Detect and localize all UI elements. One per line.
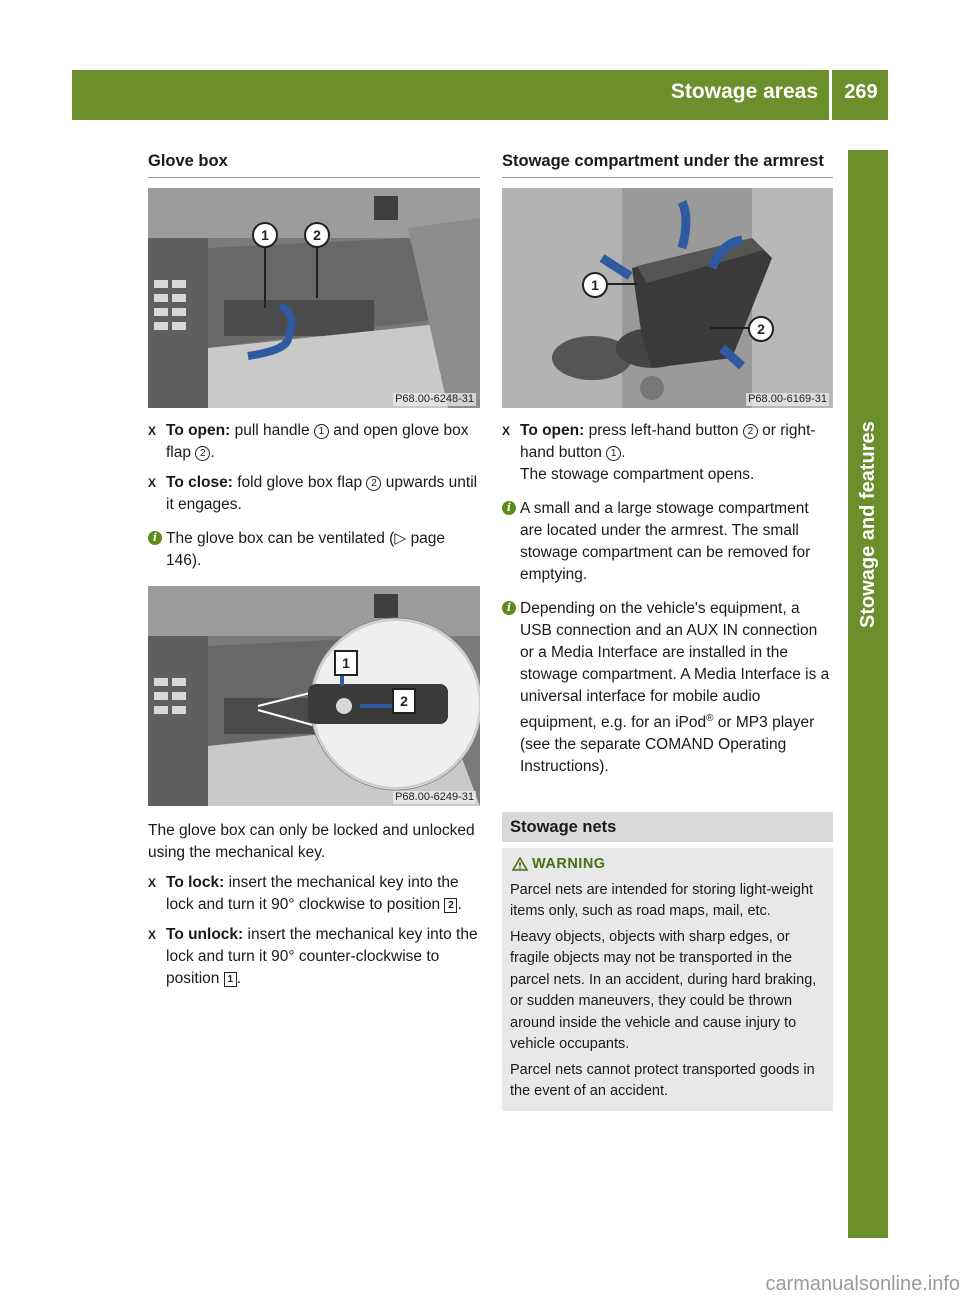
position-ref-2: 2 (444, 898, 457, 913)
info-icon: i (502, 501, 516, 515)
step-text: insert the mechanical key into the lock and turn it 90° counter-clockwise to position (166, 926, 478, 987)
info-media-interface (502, 598, 833, 778)
step-text: . (210, 444, 215, 461)
step-arrow-icon: X (148, 928, 157, 942)
info-compartments (502, 498, 833, 586)
warning-icon (512, 857, 528, 871)
info-text-part: or MP3 player (see the separate COMAND Operating Instructions). (520, 714, 815, 776)
step-label: To unlock: (166, 926, 244, 943)
step-label: To open: (166, 422, 231, 439)
armrest-figure (502, 188, 833, 408)
step-arrow-icon: X (148, 424, 157, 438)
armrest-illustration (502, 188, 833, 408)
step-unlock (148, 924, 480, 990)
step-open-glove-box (148, 420, 480, 464)
armrest-heading: Stowage compartment under the armrest (502, 150, 833, 178)
warning-paragraph: Heavy objects, objects with sharp edges, or fragile objects may not be transported in the parcel nets. In an accident, during hard braking, or sudden maneuvers, they could be thrown around inside the vehicle and cause injury to vehicle occupants. (510, 928, 817, 1053)
figure-code: P68.00-6249-31 (395, 791, 474, 803)
figure-code: P68.00-6248-31 (395, 393, 474, 405)
registered-mark: ® (706, 713, 714, 724)
step-text: pull handle (234, 422, 310, 439)
step-text: insert the mechanical key into the lock and turn it 90° clockwise to position (166, 874, 459, 913)
step-lock (148, 872, 480, 916)
step-text: and open glove box flap (166, 422, 469, 461)
ref-2: 2 (366, 476, 381, 491)
glove-box-illustration-1 (148, 188, 480, 408)
warning-paragraph: Parcel nets are intended for storing light-weight items only, such as road maps, mail, etc. (510, 881, 814, 920)
page-number: 269 (844, 81, 878, 103)
watermark: carmanualsonline.info (765, 1273, 960, 1295)
step-close-glove-box (148, 472, 480, 516)
step-text: . (236, 970, 242, 987)
ref-1: 1 (606, 446, 621, 461)
stowage-nets-heading: Stowage nets (502, 812, 833, 842)
header-section-title: Stowage areas (670, 80, 818, 103)
warning-title (510, 854, 827, 876)
warning-box (502, 848, 833, 1111)
step-arrow-icon: X (148, 876, 157, 890)
right-column (502, 150, 833, 1111)
side-tab-label: Stowage and features (857, 421, 879, 629)
position-2-label: 2 (392, 688, 416, 714)
step-label: To open: (520, 422, 585, 439)
step-text: or right-hand button (520, 422, 816, 461)
glove-box-figure-2 (148, 586, 480, 806)
position-1-label: 1 (334, 650, 358, 676)
callout-2: 2 (748, 316, 774, 342)
step-arrow-icon: X (148, 476, 157, 490)
callout-2: 2 (304, 222, 330, 248)
figure-code: P68.00-6169-31 (748, 393, 827, 405)
step-arrow-icon: X (502, 424, 511, 438)
glove-box-heading: Glove box (148, 150, 480, 178)
ref-2: 2 (195, 446, 210, 461)
info-text: The glove box can be ventilated (▷ page 146). (166, 530, 446, 569)
left-column (148, 150, 480, 990)
callout-1: 1 (252, 222, 278, 248)
warning-title-text: WARNING (532, 856, 606, 873)
glove-box-illustration-2 (148, 586, 480, 806)
position-ref-1: 1 (224, 972, 237, 987)
info-icon: i (148, 531, 162, 545)
step-text: . (457, 896, 462, 913)
ref-2: 2 (743, 424, 758, 439)
callout-1: 1 (582, 272, 608, 298)
step-text: upwards until it engages. (166, 474, 478, 513)
step-open-armrest (502, 420, 833, 486)
step-text: fold glove box flap (237, 474, 363, 491)
step-label: To lock: (166, 874, 225, 891)
mechanical-key-note: The glove box can only be locked and unlocked using the mechanical key. (148, 822, 475, 861)
info-ventilation (148, 528, 480, 572)
step-label: To close: (166, 474, 233, 491)
glove-box-figure-1 (148, 188, 480, 408)
warning-paragraph: Parcel nets cannot protect transported goods in the event of an accident. (510, 1061, 815, 1100)
step-text: press left-hand button (588, 422, 739, 439)
info-text: A small and a large stowage compartment are located under the armrest. The small stowage compartment can be removed for emptying. (520, 500, 811, 583)
step-result: The stowage compartment opens. (520, 466, 755, 483)
info-text (520, 598, 833, 778)
info-text-part: Depending on the vehicle's equipment, a USB connection and an AUX IN connection or a Media Interface are installed in the stowage compartment. A Media Interface is a universal interface for mobile audio equipment, e.g. for an iPod (520, 600, 830, 732)
info-icon: i (502, 601, 516, 615)
header-divider (829, 70, 832, 120)
ref-1: 1 (314, 424, 329, 439)
step-text: . (621, 444, 626, 461)
